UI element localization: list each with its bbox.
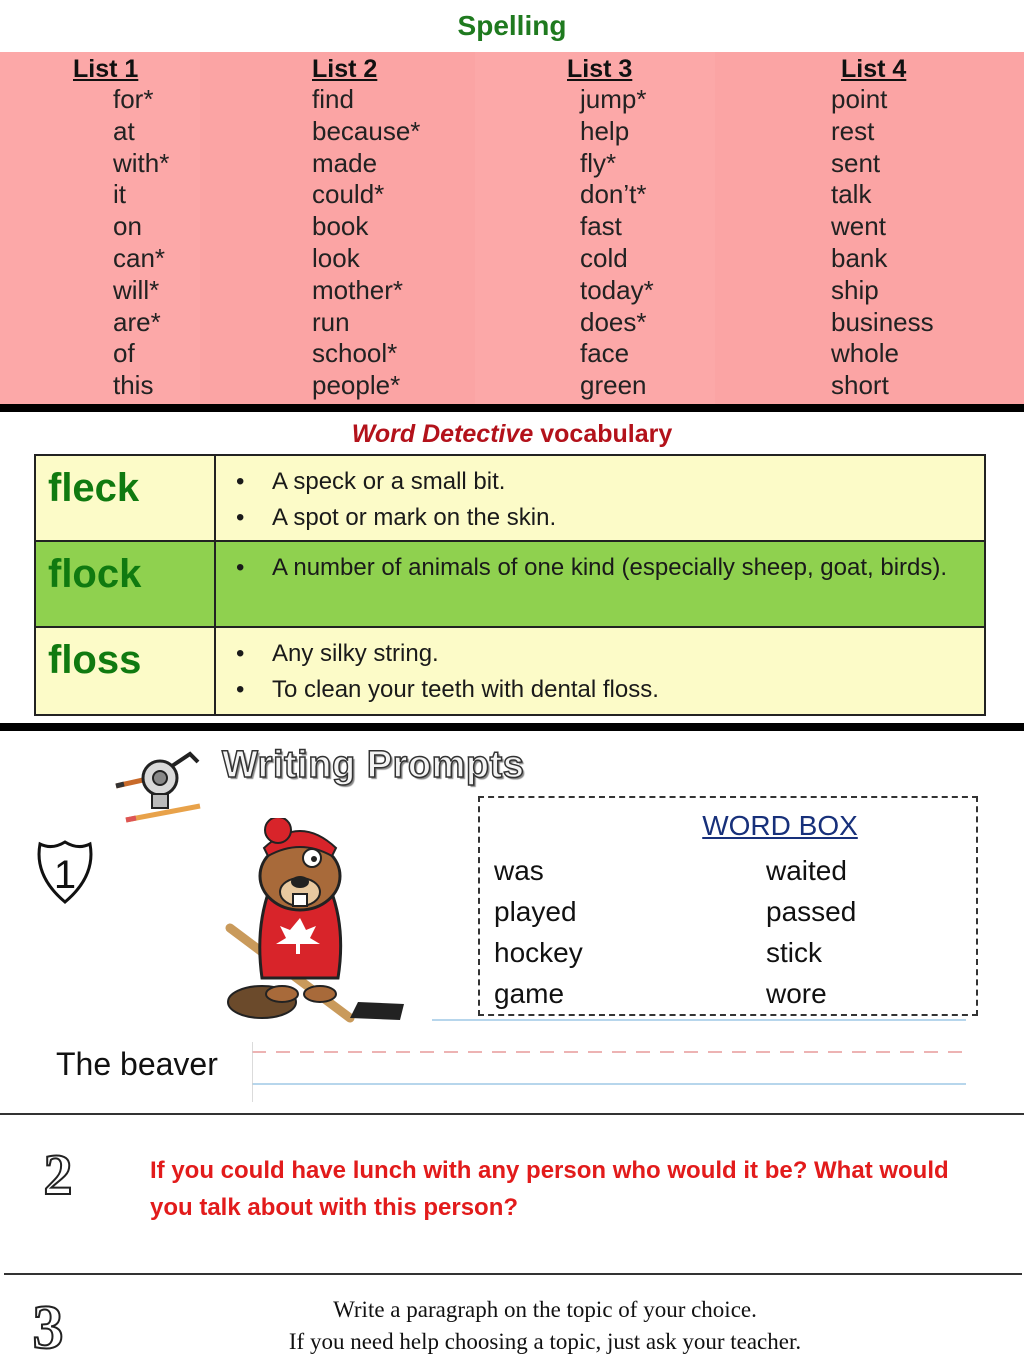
word-box-left-column [494, 850, 583, 1014]
spelling-word: does* [580, 306, 647, 337]
vocabulary-title-italic: Word Detective [351, 420, 534, 448]
spelling-word: cold [580, 242, 628, 273]
spelling-word: green [580, 370, 647, 401]
spelling-word: sent [831, 147, 881, 178]
word-box-word: was [494, 855, 544, 886]
spelling-word: today* [580, 274, 654, 305]
definition-list [216, 628, 984, 714]
section-divider [4, 1273, 1022, 1275]
vocabulary-row [36, 456, 984, 542]
spelling-word: can* [113, 242, 166, 273]
spelling-word: short [831, 370, 889, 401]
spelling-list-1 [0, 52, 200, 404]
spelling-word: with* [113, 147, 170, 178]
spelling-word: find [312, 84, 354, 114]
prompt-number-1: 1 [53, 853, 77, 897]
spelling-word: mother* [312, 274, 404, 305]
vocabulary-title [0, 420, 1024, 449]
section-divider [0, 1113, 1024, 1115]
list-header: List 2 [312, 55, 378, 83]
writing-prompt-2: If you could have lunch with any person who would it be? What would you talk about with this person? [150, 1157, 949, 1221]
spelling-list-2 [200, 52, 475, 404]
word-list [831, 84, 934, 402]
spelling-word: because* [312, 115, 421, 146]
spelling-list-4 [715, 52, 1024, 404]
spelling-word: will* [113, 274, 160, 305]
spelling-list-3 [475, 52, 715, 404]
word-list [580, 84, 654, 402]
word-box-right-column [766, 850, 856, 1014]
spelling-word: it [113, 179, 126, 210]
definition: • To clean your teeth with dental floss. [226, 672, 970, 708]
word-list [312, 84, 420, 402]
spelling-word: for* [113, 84, 154, 114]
spelling-word: fast [580, 211, 622, 242]
route-shield-1-icon [34, 838, 96, 906]
definition: • A spot or mark on the skin. [226, 500, 970, 536]
spelling-word: jump* [580, 84, 647, 114]
word-box-word: game [494, 978, 565, 1009]
list-header: List 4 [841, 55, 907, 83]
definition-list [216, 456, 984, 540]
spelling-word: book [312, 211, 369, 242]
vocabulary-word: floss [36, 628, 216, 714]
spelling-word: don’t* [580, 179, 647, 210]
word-list [113, 84, 169, 402]
ornate-3-icon [26, 1296, 70, 1354]
section-divider [0, 404, 1024, 412]
vocabulary-row [36, 628, 984, 714]
spelling-word: point [831, 84, 888, 114]
vocabulary-title-rest: vocabulary [540, 420, 673, 448]
prompt-number-3: 3 [32, 1296, 64, 1354]
sentence-starter: The beaver [56, 1046, 218, 1082]
spelling-word: look [312, 242, 360, 273]
vocabulary-word: flock [36, 542, 216, 626]
vocabulary-table [34, 454, 986, 716]
word-box-word: hockey [494, 937, 583, 968]
spelling-word: made [312, 147, 378, 178]
spelling-word: ship [831, 274, 879, 305]
spelling-word: people* [312, 370, 401, 401]
word-box [478, 796, 978, 1016]
ornate-2-icon [32, 1146, 84, 1202]
spelling-word: at [113, 115, 135, 146]
word-box-word: stick [766, 937, 822, 968]
spelling-word: whole [831, 338, 899, 369]
writing-prompt-3 [70, 1294, 1020, 1358]
definition: • Any silky string. [226, 636, 970, 672]
word-box-word: passed [766, 896, 857, 927]
spelling-word: are* [113, 306, 161, 337]
definition-list [216, 542, 984, 626]
spelling-title: Spelling [457, 10, 567, 41]
word-box-word: played [494, 896, 577, 927]
writing-prompts-title: Writing Prompts [222, 744, 525, 786]
spelling-word: could* [312, 179, 385, 210]
word-box-word: wore [766, 978, 827, 1009]
prompt-3-line-2: If you need help choosing a topic, just ask your teacher. [288, 1329, 802, 1354]
list-header: List 1 [73, 55, 139, 83]
prompt-3-line-1: Write a paragraph on the topic of your choice. [333, 1297, 757, 1322]
spelling-word: face [580, 338, 630, 369]
spelling-word: talk [831, 179, 872, 210]
spelling-word: bank [831, 242, 888, 273]
word-box-title: WORD BOX [702, 810, 858, 841]
section-divider [0, 723, 1024, 731]
handwriting-lines[interactable] [252, 1016, 966, 1102]
spelling-word: help [580, 115, 630, 146]
hockey-beaver-illustration [200, 818, 432, 1030]
spelling-word: fly* [580, 147, 617, 178]
pencil-sharpener-icon [112, 748, 207, 826]
spelling-word: run [312, 306, 350, 337]
spelling-word: school* [312, 338, 398, 369]
spelling-word: rest [831, 115, 875, 146]
definition: • A speck or a small bit. [226, 464, 970, 500]
word-box-word: waited [766, 855, 847, 886]
spelling-word: business [831, 306, 934, 337]
spelling-word: this [113, 370, 154, 401]
vocabulary-row [36, 542, 984, 628]
spelling-word: went [831, 211, 886, 242]
spelling-word: of [113, 338, 135, 369]
vocabulary-word: fleck [36, 456, 216, 540]
definition: • A number of animals of one kind (especially sheep, goat, birds). [226, 550, 970, 586]
spelling-word: on [113, 211, 142, 242]
list-header: List 3 [567, 55, 633, 83]
prompt-number-2: 2 [43, 1146, 73, 1202]
